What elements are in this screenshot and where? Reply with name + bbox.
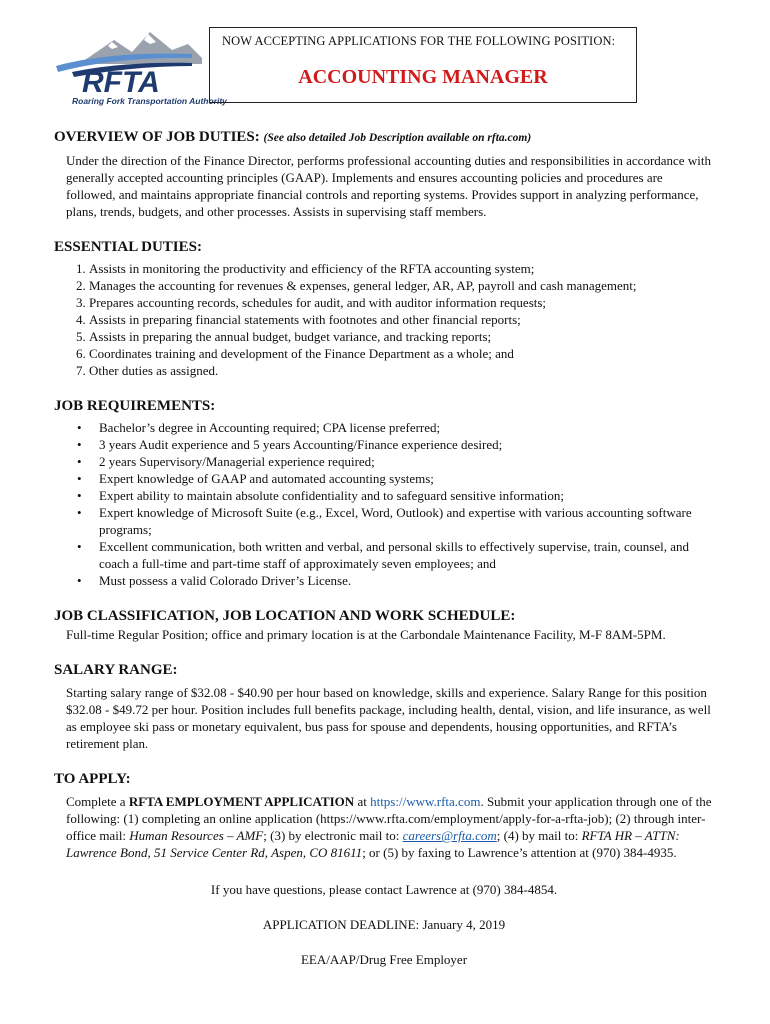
requirements-heading: JOB REQUIREMENTS:	[54, 398, 216, 414]
list-item: • Expert knowledge of GAAP and automated accounting systems;	[99, 470, 714, 487]
list-item: • Expert knowledge of Microsoft Suite (e.g., Excel, Word, Outlook) and expertise with various accounting software programs;	[99, 504, 714, 538]
job-content	[54, 128, 714, 968]
essential-duties-list	[54, 260, 714, 379]
list-item: • Must possess a valid Colorado Driver’s License.	[99, 572, 714, 589]
overview-heading-text: OVERVIEW OF JOB DUTIES:	[54, 129, 260, 145]
apply-text-part: at	[354, 794, 371, 809]
apply-text-part: . Submit your application through one of the following: (1) completing an online application (https://www.rfta.com/employment/apply-for-a-rfta-job); (2) through inter-office mail:	[66, 794, 712, 843]
apply-text-part: ; (4) by mail to:	[496, 828, 582, 843]
position-title: ACCOUNTING MANAGER	[298, 66, 548, 88]
list-item: 2. Manages the accounting for revenues & expenses, general ledger, AR, AP, payroll and cash management;	[89, 277, 714, 294]
list-item: • Expert ability to maintain absolute confidentiality and to safeguard sensitive information;	[99, 487, 714, 504]
requirements-list	[54, 419, 714, 589]
essential-duties-heading: ESSENTIAL DUTIES:	[54, 239, 202, 255]
position-header-box	[209, 27, 637, 103]
overview-section	[54, 128, 714, 220]
list-item: 3. Prepares accounting records, schedules for audit, and with auditor information requests;	[89, 294, 714, 311]
employment-application-label: RFTA EMPLOYMENT APPLICATION	[128, 794, 355, 809]
logo-subtitle: Roaring Fork Transportation Authority	[72, 96, 227, 106]
overview-note: (See also detailed Job Description available on rfta.com)	[263, 132, 532, 144]
list-item: 4. Assists in preparing financial statements with footnotes and other financial reports;	[89, 311, 714, 328]
mountain-logo-icon	[52, 22, 202, 94]
overview-text: Under the direction of the Finance Director, performs professional accounting duties and responsibilities in accordance with generally accepted accounting principles (GAAP). Implements and ensures accounting policies and procedures are followed, and maintains appropriate financial controls and reporting systems. Provides support in analyzing performance, plans, trends, budgets, and other processes. Assists in supervising staff members.	[66, 153, 711, 219]
rfta-website-link[interactable]: https://www.rfta.com	[370, 794, 481, 809]
classification-section	[54, 607, 714, 643]
header-kicker: NOW ACCEPTING APPLICATIONS FOR THE FOLLOWING POSITION:	[222, 34, 616, 48]
careers-email-link[interactable]: careers@rfta.com	[402, 828, 497, 843]
apply-section	[54, 770, 714, 861]
mailing-address: RFTA HR – ATTN: Lawrence Bond, 51 Service Center Rd, Aspen, CO 81611	[66, 828, 680, 860]
employer-statement: EEA/AAP/Drug Free Employer	[300, 952, 468, 967]
essential-duties-section	[54, 238, 714, 379]
salary-heading: SALARY RANGE:	[54, 662, 178, 678]
list-item: 6. Coordinates training and development of the Finance Department as a whole; and	[89, 345, 714, 362]
application-deadline: APPLICATION DEADLINE: January 4, 2019	[262, 917, 506, 932]
logo-wordmark: RFTA	[82, 66, 160, 94]
list-item: 7. Other duties as assigned.	[89, 362, 714, 379]
rfta-logo	[52, 22, 227, 108]
requirements-section	[54, 397, 714, 589]
salary-section	[54, 661, 714, 752]
apply-text	[54, 793, 714, 861]
list-item: 1. Assists in monitoring the productivity and efficiency of the RFTA accounting system;	[89, 260, 714, 277]
list-item: • Excellent communication, both written and verbal, and personal skills to effectively supervise, train, counsel, and coach a full-time and part-time staff of approximately seven employees; and	[99, 538, 714, 572]
list-item: 5. Assists in preparing the annual budget, budget variance, and tracking reports;	[89, 328, 714, 345]
salary-text: Starting salary range of $32.08 - $40.90 per hour based on knowledge, skills and experience. Salary Range for this position $32.08 - $49.72 per hour. Position includes full benefits package, including health, dental, vision, and life insurance, as well as employee ski pass or monetary equivalent, bus pass for spouse and dependents, housing opportunities, and RFTA’s retirement plan.	[66, 685, 711, 751]
apply-text-part: ; or (5) by faxing to Lawrence’s attention at (970) 384-4935.	[362, 845, 677, 860]
list-item: • Bachelor’s degree in Accounting required; CPA license preferred;	[99, 419, 714, 436]
overview-heading	[54, 128, 714, 148]
list-item: • 3 years Audit experience and 5 years Accounting/Finance experience desired;	[99, 436, 714, 453]
apply-text-part: Complete a	[66, 794, 129, 809]
apply-heading: TO APPLY:	[54, 771, 131, 787]
interoffice-mail-address: Human Resources – AMF	[129, 828, 264, 843]
questions-contact: If you have questions, please contact Lawrence at (970) 384-4854.	[210, 882, 558, 897]
apply-text-part: ; (3) by electronic mail to:	[263, 828, 403, 843]
classification-text: Full-time Regular Position; office and primary location is at the Carbondale Maintenance Facility, M-F 8AM-5PM.	[66, 627, 666, 642]
list-item: • 2 years Supervisory/Managerial experience required;	[99, 453, 714, 470]
classification-heading: JOB CLASSIFICATION, JOB LOCATION AND WORK SCHEDULE:	[54, 608, 516, 624]
